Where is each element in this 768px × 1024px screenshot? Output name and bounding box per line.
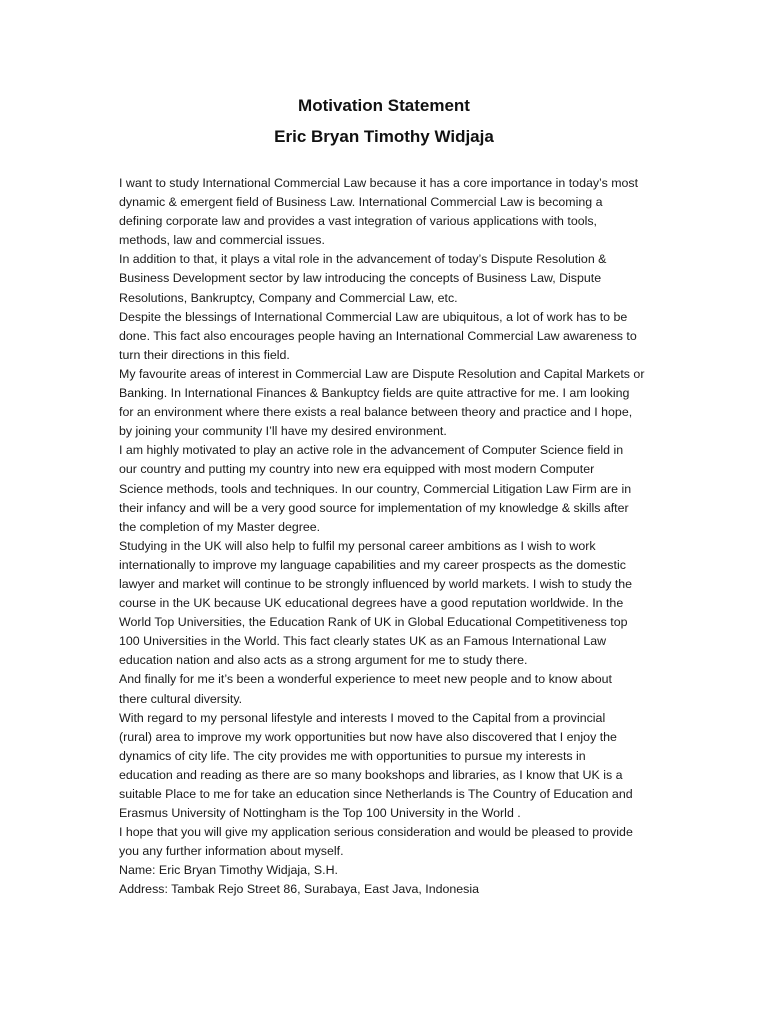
text-line: methods, law and commercial issues. <box>119 233 325 248</box>
text-line: Studying in the UK will also help to fulfil my personal career ambitions as I wish to work <box>119 538 596 553</box>
text-line: internationally to improve my language capabilities and my career prospects as the domestic <box>119 557 626 572</box>
text-line: dynamics of city life. The city provides me with opportunities to pursue my interests in <box>119 748 586 763</box>
text-line: I want to study International Commercial Law because it has a core importance in today’s most <box>119 176 639 190</box>
text-line: World Top Universities, the Education Rank of UK in Global Educational Competitiveness top <box>119 615 628 630</box>
text-line: With regard to my personal lifestyle and interests I moved to the Capital from a provincial <box>119 710 606 725</box>
text-line: for an environment where there exists a real balance between theory and practice and I hope, <box>119 405 633 420</box>
text-line: there cultural diversity. <box>119 691 243 706</box>
text-line: Science methods, tools and techniques. In our country, Commercial Litigation Law Firm are in <box>119 481 632 496</box>
text-line: My favourite areas of interest in Commercial Law are Dispute Resolution and Capital Markets or <box>119 366 645 381</box>
text-line: our country and putting my country into new era equipped with most modern Computer <box>119 462 595 477</box>
text-line: defining corporate law and provides a vast integration of various applications with tools, <box>119 214 598 229</box>
text-line: (rural) area to improve my work opportunities but now have also discovered that I enjoy the <box>119 729 617 744</box>
text-line: 100 Universities in the World. This fact clearly states UK as an Famous International Law <box>119 634 607 649</box>
text-line: done. This fact also encourages people having an International Commercial Law awareness to <box>119 328 637 343</box>
text-line: Erasmus University of Nottingham is the Top 100 University in the World . <box>119 806 521 821</box>
document-title: Motivation Statement <box>298 96 470 115</box>
text-line: lawyer and market will continue to be strongly influenced by world markets. I wish to study the <box>119 576 633 591</box>
text-line: education nation and also acts as a strong argument for me to study there. <box>119 653 528 668</box>
text-line: Business Development sector by law introducing the concepts of Business Law, Dispute <box>119 271 602 286</box>
text-line: Despite the blessings of International Commercial Law are ubiquitous, a lot of work has to be <box>119 309 628 324</box>
text-line: turn their directions in this field. <box>119 347 290 362</box>
text-line: Resolutions, Bankruptcy, Company and Commercial Law, etc. <box>119 290 458 305</box>
text-line: And finally for me it’s been a wonderful experience to meet new people and to know about <box>119 672 612 687</box>
text-line: you any further information about myself. <box>119 844 344 859</box>
text-line: I hope that you will give my application serious consideration and would be pleased to provide <box>119 825 633 840</box>
text-line: Name: Eric Bryan Timothy Widjaja, S.H. <box>119 863 338 878</box>
text-line: the completion of my Master degree. <box>119 519 321 534</box>
text-line: Banking. In International Finances & Bankuptcy fields are quite attractive for me. I am looking <box>119 386 630 401</box>
text-line: education and reading as there are so many bookshops and libraries, as I know that UK is a <box>119 767 623 782</box>
text-line: by joining your community I’ll have my desired environment. <box>119 424 447 439</box>
text-line: Address: Tambak Rejo Street 86, Surabaya, East Java, Indonesia <box>119 882 479 897</box>
author-name: Eric Bryan Timothy Widjaja <box>274 127 494 146</box>
text-line: dynamic & emergent field of Business Law. International Commercial Law is becoming a <box>119 195 603 210</box>
text-line: course in the UK because UK educational degrees have a good reputation worldwide. In the <box>119 596 624 611</box>
text-line: suitable Place to me for take an education since Netherlands is The Country of Education and <box>119 787 633 801</box>
text-line: their infancy and will be a very good source for implementation of my knowledge & skills after <box>119 500 629 515</box>
text-line: I am highly motivated to play an active role in the advancement of Computer Science field in <box>119 443 624 458</box>
document-body <box>119 174 679 900</box>
text-line: In addition to that, it plays a vital role in the advancement of today’s Dispute Resolution & <box>119 252 607 267</box>
